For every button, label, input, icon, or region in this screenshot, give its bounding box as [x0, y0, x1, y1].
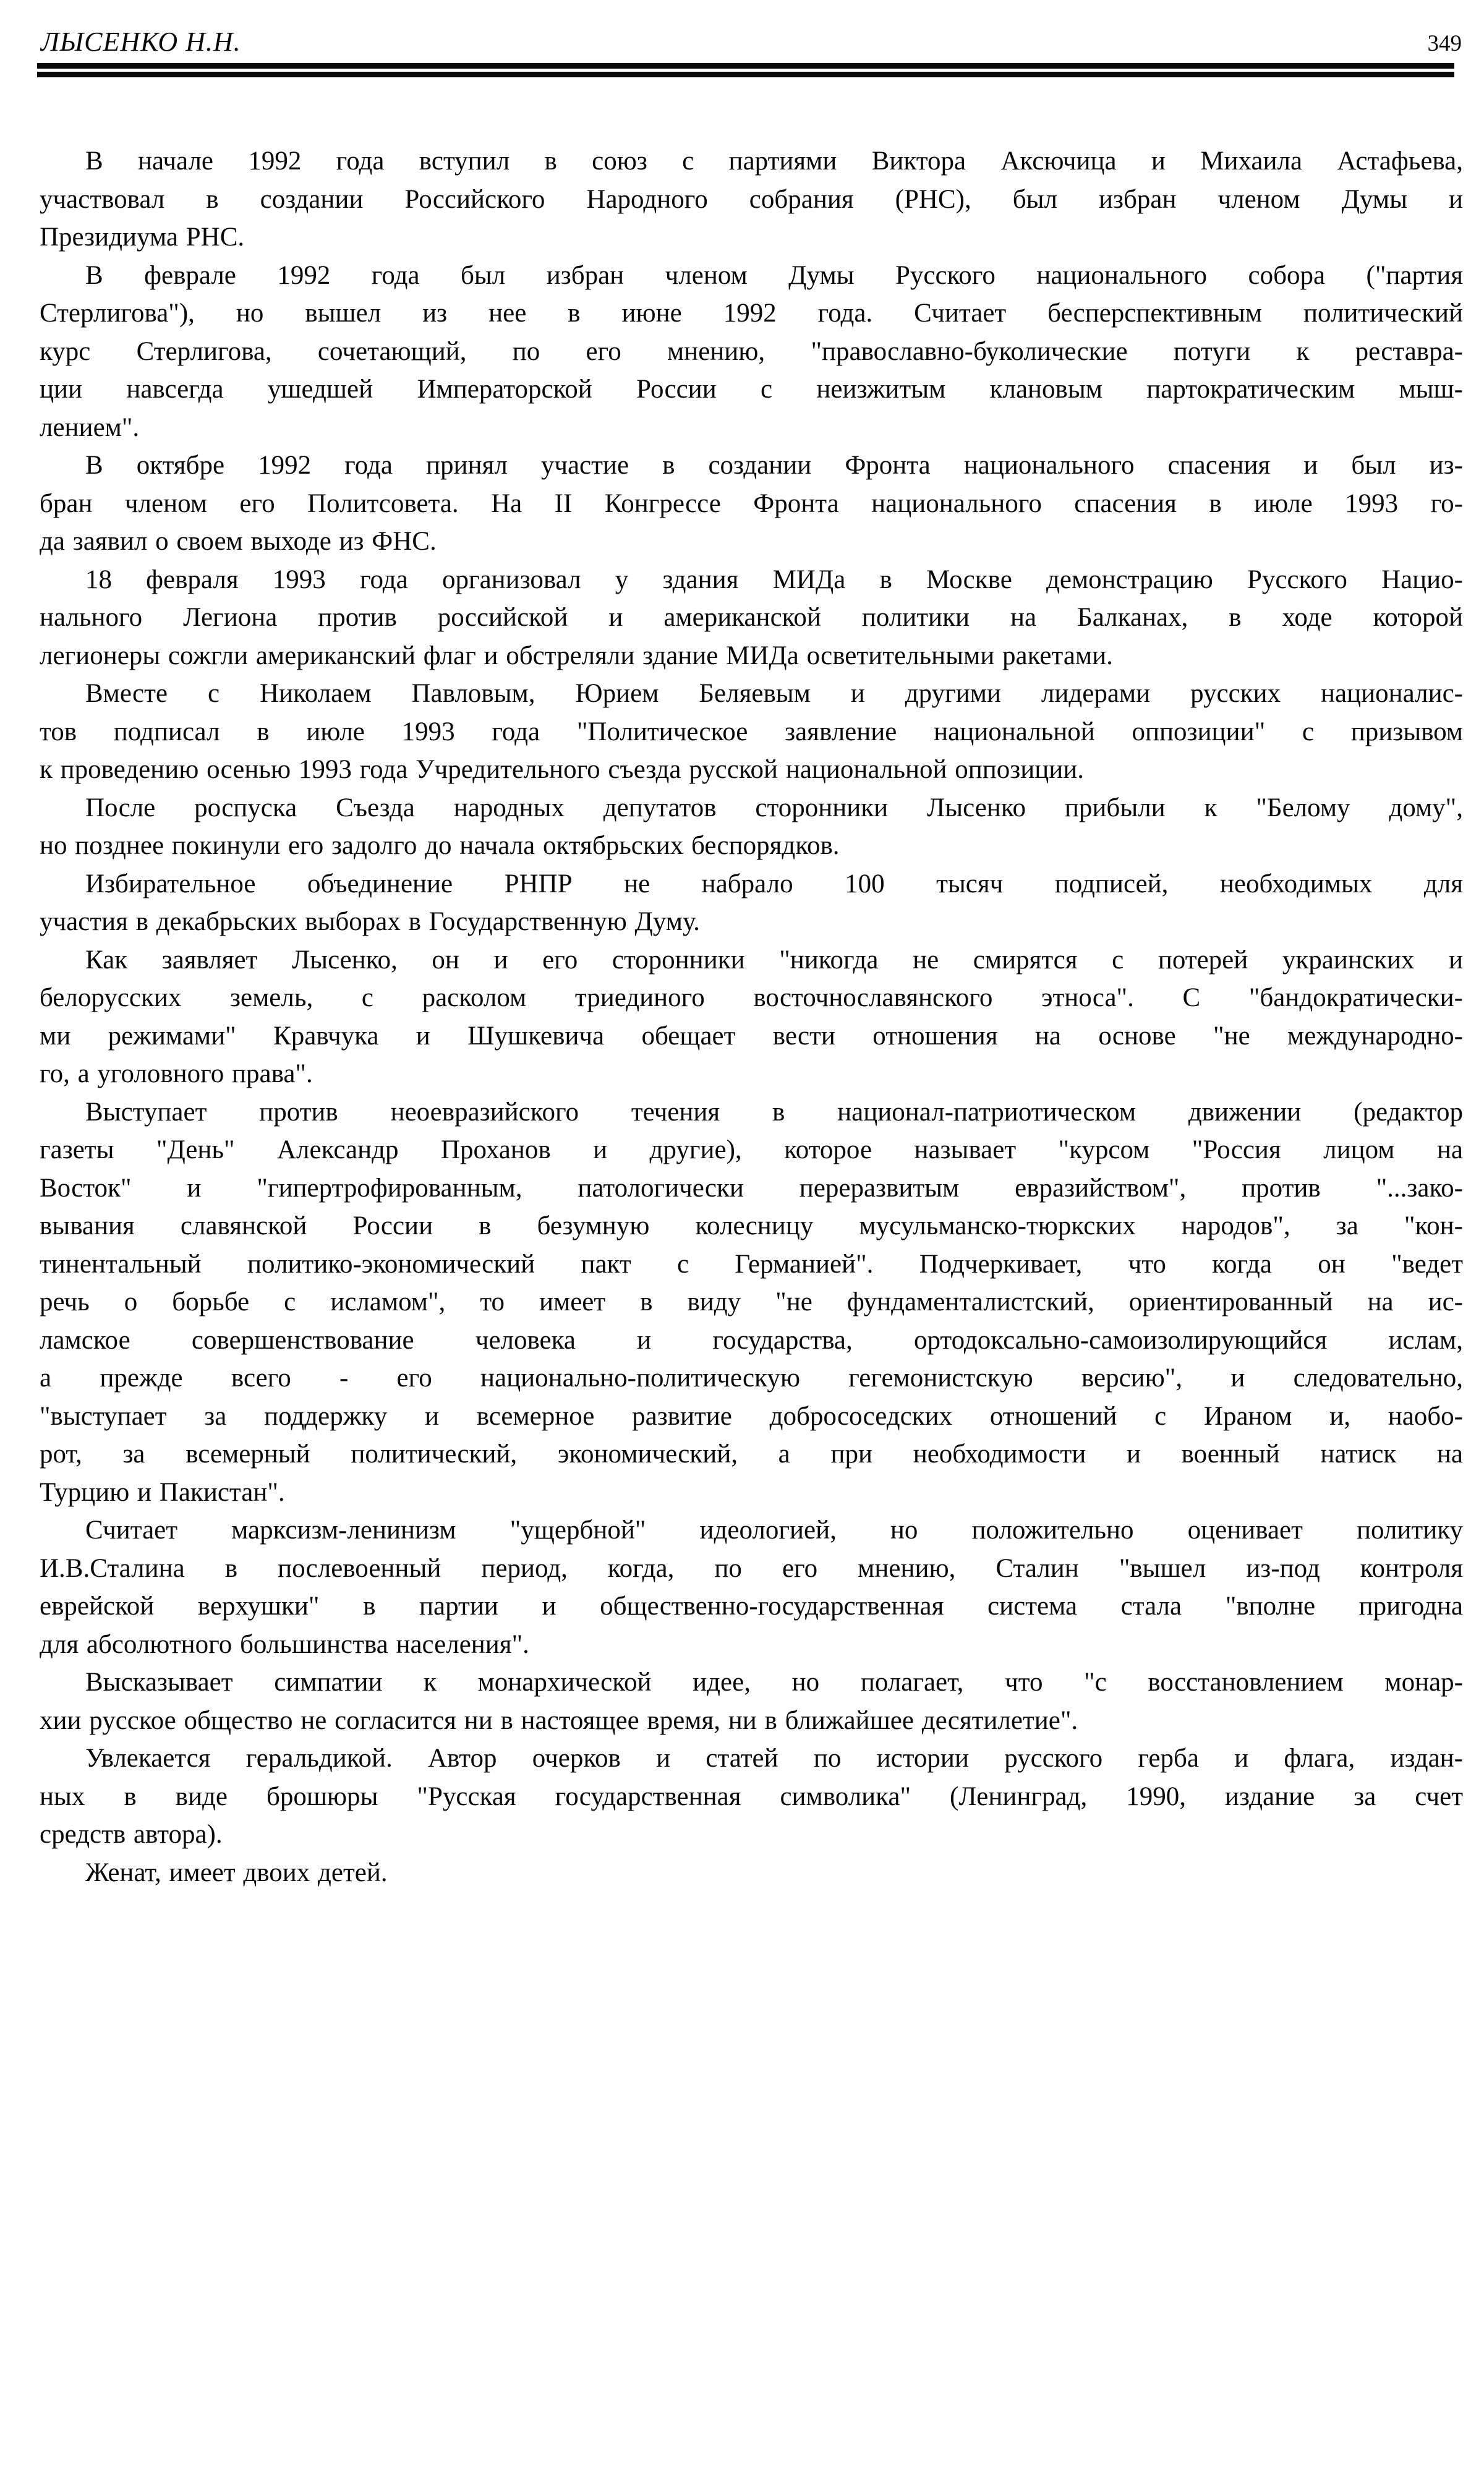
- text-line: тинентальный политико-экономический пакт с Германией". Подчеркивает, что когда он "ведет: [40, 1249, 1463, 1279]
- text-line: Стерлигова"), но вышел из нее в июне 1992 года. Считает бесперспективным политический: [40, 299, 1463, 328]
- paragraph: [40, 675, 1463, 789]
- text-line: да заявил о своем выходе из ФНС.: [40, 527, 437, 556]
- text-line: Как заявляет Лысенко, он и его сторонники "никогда не смирятся с потерей украинских и: [85, 945, 1463, 975]
- text-line: участия в декабрьских выборах в Государственную Думу.: [40, 907, 700, 936]
- paragraph: [40, 1093, 1463, 1512]
- rule-line-top: [37, 63, 1454, 69]
- text-line: Высказывает симпатии к монархической идее, но полагает, что "с восстановлением монар-: [85, 1668, 1463, 1697]
- text-line: для абсолютного большинства населения".: [40, 1629, 529, 1659]
- text-line: нального Легиона против российской и американской политики на Балканах, в ходе которой: [40, 603, 1463, 632]
- text-line: участвовал в создании Российского Народного собрания (РНС), был избран членом Думы и: [40, 184, 1463, 214]
- paragraph: [40, 941, 1463, 1093]
- paragraph: [40, 865, 1463, 941]
- text-line: ми режимами" Кравчука и Шушкевича обещает вести отношения на основе "не международно-: [40, 1021, 1463, 1051]
- text-line: Избирательное объединение РНПР не набрало 100 тысяч подписей, необходимых для: [85, 869, 1463, 898]
- text-line: курс Стерлигова, сочетающий, по его мнению, "православно-буколические потуги к реставра-: [40, 336, 1463, 366]
- text-line: газеты "День" Александр Проханов и другие), которое называет "курсом "Россия лицом на: [40, 1135, 1463, 1164]
- text-line: В начале 1992 года вступил в союз с партиями Виктора Аксючица и Михаила Астафьева,: [85, 147, 1463, 176]
- text-line: Восток" и "гипертрофированным, патологически переразвитым евразийством", против "...зако-: [40, 1173, 1463, 1203]
- text-line: рот, за всемерный политический, экономический, а при необходимости и военный натиск на: [40, 1440, 1463, 1469]
- text-line: лением".: [40, 412, 140, 442]
- paragraph: [40, 257, 1463, 447]
- text-line: но позднее покинули его задолго до начала октябрьских беспорядков.: [40, 831, 840, 860]
- text-line: ции навсегда ушедшей Императорской России с неизжитым клановым партократическим мыш-: [40, 375, 1463, 404]
- text-line: а прежде всего - его национально-политическую гегемонистскую версию", и следовательно,: [40, 1363, 1463, 1393]
- paragraph: [40, 561, 1463, 675]
- text-line: речь о борьбе с исламом", то имеет в виду "не фундаменталистский, ориентированный на ис-: [40, 1287, 1463, 1316]
- paragraph: [40, 1854, 1463, 1892]
- rule-line-bottom: [37, 72, 1454, 77]
- paragraph: [40, 142, 1463, 257]
- text-line: легионеры сожгли американский флаг и обстреляли здание МИДа осветительными ракетами.: [40, 641, 1113, 670]
- paragraph: [40, 789, 1463, 865]
- paragraph: [40, 1511, 1463, 1663]
- text-line: ламское совершенствование человека и государства, ортодоксально-самоизолирующийся ислам,: [40, 1325, 1463, 1355]
- text-line: еврейской верхушки" в партии и общественно-государственная система стала "вполне пригодна: [40, 1592, 1463, 1621]
- text-line: хии русское общество не согласится ни в настоящее время, ни в ближайшее десятилетие".: [40, 1705, 1078, 1735]
- text-line: Считает марксизм-ленинизм "ущербной" идеологией, но положительно оценивает политику: [85, 1516, 1463, 1545]
- text-line: средств автора).: [40, 1820, 223, 1849]
- text-line: Выступает против неоевразийского течения в национал-патриотическом движении (редактор: [85, 1097, 1463, 1127]
- text-line: Женат, имеет двоих детей.: [85, 1858, 388, 1887]
- text-line: вывания славянской России в безумную колесницу мусульманско-тюркских народов", за "кон-: [40, 1211, 1463, 1240]
- paragraph: [40, 1663, 1463, 1739]
- text-line: Увлекается геральдикой. Автор очерков и статей по истории русского герба и флага, издан-: [85, 1744, 1463, 1773]
- paragraph: [40, 446, 1463, 561]
- running-header-title: ЛЫСЕНКО Н.Н.: [41, 27, 241, 57]
- double-rule: [37, 63, 1454, 77]
- text-line: В октябре 1992 года принял участие в создании Фронта национального спасения и был из-: [85, 451, 1463, 480]
- page-header: [41, 26, 1462, 58]
- text-line: В феврале 1992 года был избран членом Думы Русского национального собора ("партия: [85, 260, 1463, 290]
- text-line: И.В.Сталина в послевоенный период, когда, по его мнению, Сталин "вышел из-под контроля: [40, 1553, 1463, 1583]
- text-line: Президиума РНС.: [40, 223, 245, 252]
- text-line: 18 февраля 1993 года организовал у здания МИДа в Москве демонстрацию Русского Нацио-: [85, 565, 1463, 594]
- text-line: "выступает за поддержку и всемерное развитие добрососедских отношений с Ираном и, наобо-: [40, 1401, 1463, 1431]
- text-line: После роспуска Съезда народных депутатов сторонники Лысенко прибыли к "Белому дому",: [85, 793, 1463, 822]
- text-line: Турцию и Пакистан".: [40, 1477, 285, 1507]
- text-line: бран членом его Политсовета. На II Конгрессе Фронта национального спасения в июле 1993 го-: [40, 489, 1463, 518]
- text-line: го, а уголовного права".: [40, 1059, 313, 1088]
- page-number: 349: [1427, 31, 1462, 56]
- text-line: белорусских земель, с расколом триединого восточнославянского этноса". С "бандократически-: [40, 983, 1463, 1012]
- body-text: [40, 142, 1463, 1892]
- text-line: ных в виде брошюры "Русская государственная символика" (Ленинград, 1990, издание за счет: [40, 1782, 1463, 1811]
- text-line: к проведению осенью 1993 года Учредительного съезда русской национальной оппозиции.: [40, 755, 1085, 784]
- text-line: Вместе с Николаем Павловым, Юрием Беляевым и другими лидерами русских националис-: [85, 679, 1463, 708]
- text-line: тов подписал в июле 1993 года "Политическое заявление национальной оппозиции" с призывом: [40, 717, 1463, 746]
- paragraph: [40, 1739, 1463, 1854]
